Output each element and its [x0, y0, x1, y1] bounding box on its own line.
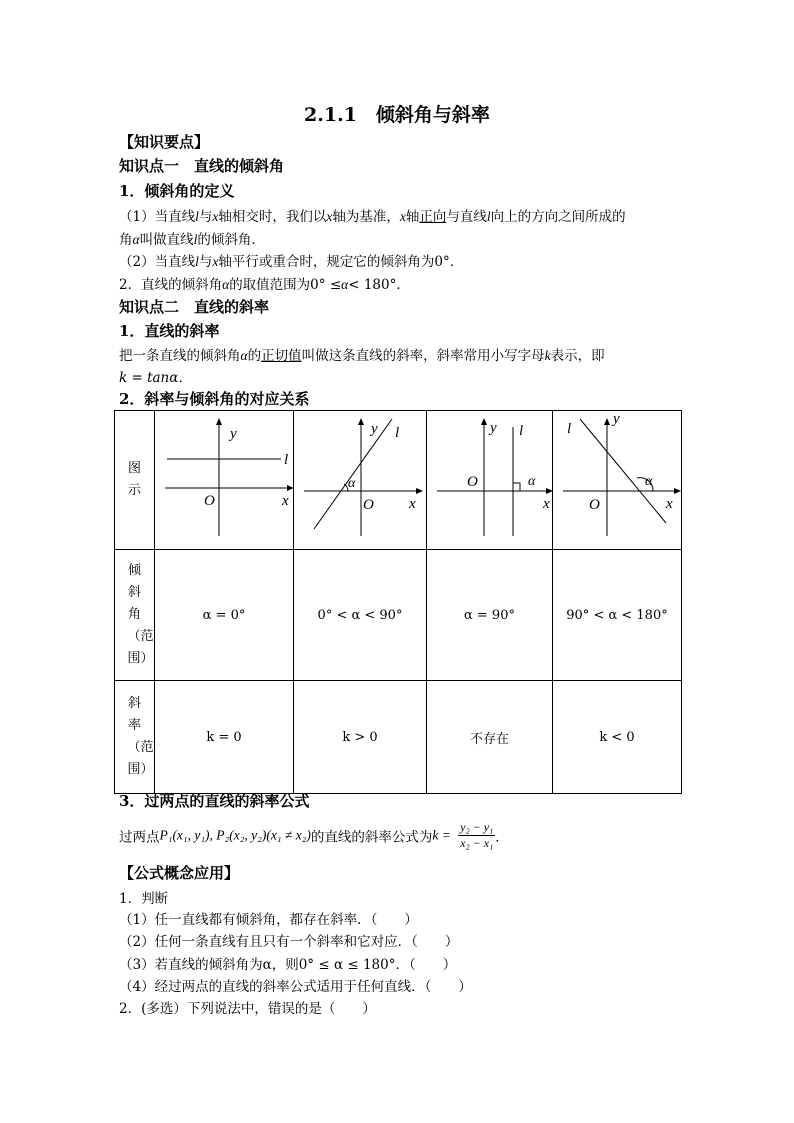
slope-cell: 不存在 — [427, 681, 553, 794]
kp1-sub1: 1．倾斜角的定义 — [119, 182, 235, 200]
slope-cell: k = 0 — [155, 681, 294, 794]
slope-cell: k > 0 — [294, 681, 427, 794]
graph-vertical — [427, 411, 553, 550]
graph-acute-svg — [294, 411, 427, 545]
q1-item: （4）经过两点的直线的斜率公式适用于任何直线．（ ） — [119, 979, 472, 995]
table-row-figure — [115, 411, 682, 550]
kp1-line2: 角α叫做直线l的倾斜角． — [119, 232, 265, 248]
kp2-heading: 知识点二 直线的斜率 — [119, 298, 270, 316]
section-heading-apply: 【公式概念应用】 — [119, 864, 240, 882]
kp1-line4: 2．直线的倾斜角α的取值范围为0° ≤α< 180°． — [119, 277, 410, 293]
kp1-line1: （1）当直线l与x轴相交时，我们以x轴为基准，x轴正向与直线l向上的方向之间所成的 — [119, 209, 626, 225]
angle-cell: α = 90° — [427, 550, 553, 681]
table-row-slope — [115, 681, 682, 794]
kp3-sub: 3．过两点的直线的斜率公式 — [119, 792, 310, 810]
graph-obtuse — [553, 411, 682, 550]
kp1-heading: 知识点一 直线的倾斜角 — [119, 157, 285, 175]
graph-acute — [294, 411, 427, 550]
svg-text:y: y — [490, 420, 497, 436]
svg-text:y: y — [613, 411, 620, 427]
row-label-slope: 斜率（范围） — [115, 681, 155, 794]
section-heading-points: 【知识要点】 — [119, 133, 210, 151]
q2-head: 2．(多选）下列说法中，错误的是（ ） — [119, 1001, 376, 1017]
slope-cell: k < 0 — [553, 681, 682, 794]
graph-vertical-svg — [427, 411, 553, 545]
angle-cell: 90° < α < 180° — [553, 550, 682, 681]
kp2-line1: 把一条直线的倾斜角α的正切值叫做这条直线的斜率，斜率常用小写字母k表示，即 — [119, 348, 605, 364]
svg-text:x: x — [543, 496, 550, 512]
svg-text:y: y — [371, 421, 378, 437]
svg-text:O: O — [363, 497, 374, 513]
svg-text:α: α — [348, 476, 356, 491]
page-title: 2.1.1 倾斜角与斜率 — [304, 104, 490, 126]
q1-item: （1）任一直线都有倾斜角，都存在斜率．（ ） — [119, 912, 418, 928]
svg-text:O: O — [589, 497, 600, 513]
row-label-figure: 图示 — [115, 411, 155, 550]
formula-fraction: $\frac{\text{y₂ − y₁}}{\text{x₂ − x₁}}$ — [460, 820, 494, 850]
svg-text:l: l — [567, 421, 572, 437]
slope-formula: 过两点P₁(x₁, y₁), P₂(x₂, y₂)(x₁ ≠ x₂)的直线的斜率公式为k = $\frac{\text{y₂ − y₁}}{\text{x₂ − x₁}}$ ． — [119, 820, 509, 850]
svg-text:x: x — [666, 496, 673, 512]
graph-obtuse-svg — [553, 411, 682, 545]
svg-text:O: O — [204, 493, 215, 509]
svg-text:x: x — [282, 493, 289, 509]
row-label-angle: 倾斜角（范围） — [115, 550, 155, 681]
svg-text:l: l — [284, 452, 289, 468]
slope-angle-table — [114, 410, 682, 794]
angle-cell: α = 0° — [155, 550, 294, 681]
svg-text:α: α — [528, 474, 536, 489]
kp2-sub2: 2．斜率与倾斜角的对应关系 — [119, 390, 310, 408]
kp1-line3: （2）当直线l与x轴平行或重合时，规定它的倾斜角为0°． — [119, 254, 464, 270]
graph-horizontal-svg — [155, 411, 294, 545]
q1-item: （2）任何一条直线有且只有一个斜率和它对应．（ ） — [119, 934, 459, 950]
kp2-line2: k = tanα． — [119, 370, 192, 386]
svg-text:l: l — [395, 425, 400, 441]
svg-text:O: O — [467, 474, 478, 490]
table-row-angle — [115, 550, 682, 681]
svg-text:l: l — [519, 423, 524, 439]
q1-head: 1．判断 — [119, 891, 169, 907]
angle-cell: 0° < α < 90° — [294, 550, 427, 681]
graph-horizontal — [155, 411, 294, 550]
q1-item: （3）若直线的倾斜角为α，则0° ≤ α ≤ 180°．（ ） — [119, 957, 457, 973]
svg-text:α: α — [645, 474, 653, 489]
svg-text:y: y — [230, 426, 237, 442]
svg-text:x: x — [409, 496, 416, 512]
kp2-sub1: 1．直线的斜率 — [119, 322, 220, 340]
